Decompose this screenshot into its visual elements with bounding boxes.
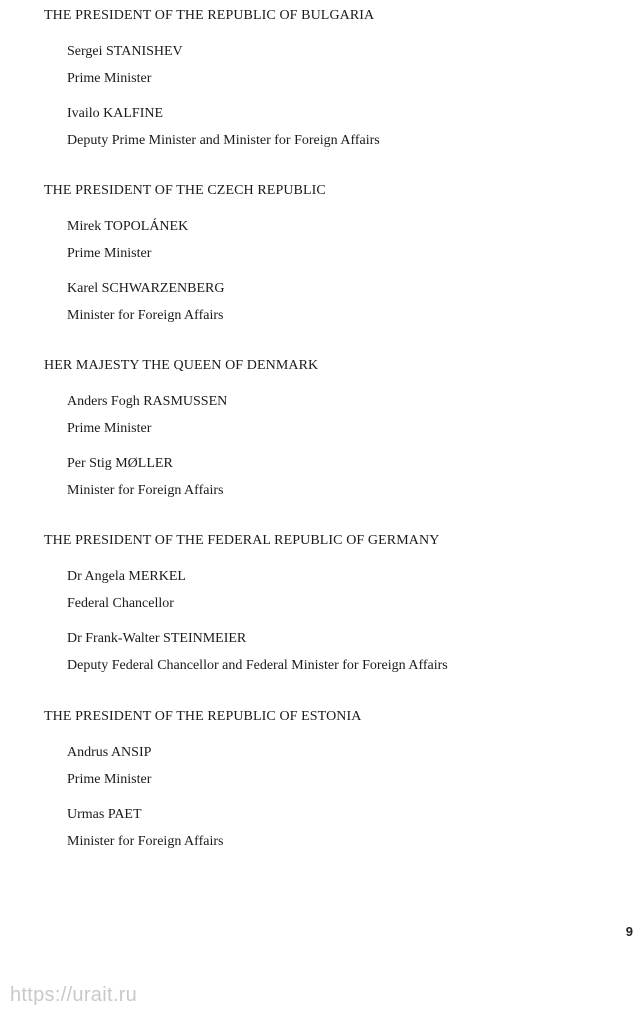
signatory-title: Minister for Foreign Affairs [67, 834, 224, 849]
signatory-name: Ivailo KALFINE [67, 106, 164, 121]
signatory-name: Mirek TOPOLÁNEK [67, 219, 189, 234]
signatory-name: Anders Fogh RASMUSSEN [67, 394, 228, 409]
signatory-name: Dr Angela MERKEL [67, 569, 186, 584]
section-heading: THE PRESIDENT OF THE FEDERAL REPUBLIC OF GERMANY [44, 533, 440, 548]
signatory-title: Prime Minister [67, 246, 152, 261]
signatory-name: Dr Frank-Walter STEINMEIER [67, 631, 247, 646]
signatory-name: Per Stig MØLLER [67, 456, 173, 471]
signatory-name: Sergei STANISHEV [67, 44, 183, 59]
signatory-title: Minister for Foreign Affairs [67, 308, 224, 323]
signatory-name: Urmas PAET [67, 807, 142, 822]
signatory-title: Prime Minister [67, 421, 152, 436]
signatory-name: Karel SCHWARZENBERG [67, 281, 225, 296]
signatory-title: Prime Minister [67, 71, 152, 86]
signatory-title: Prime Minister [67, 772, 152, 787]
section-heading: THE PRESIDENT OF THE CZECH REPUBLIC [44, 183, 326, 198]
section-heading: THE PRESIDENT OF THE REPUBLIC OF ESTONIA [44, 709, 362, 724]
page-number: 9 [625, 924, 633, 939]
section-heading: THE PRESIDENT OF THE REPUBLIC OF BULGARIA [44, 8, 375, 23]
signatory-name: Andrus ANSIP [67, 745, 152, 760]
signatory-title: Minister for Foreign Affairs [67, 483, 224, 498]
section-heading: HER MAJESTY THE QUEEN OF DENMARK [44, 358, 319, 373]
signatory-title: Deputy Federal Chancellor and Federal Minister for Foreign Affairs [67, 658, 448, 673]
signatory-title: Deputy Prime Minister and Minister for Foreign Affairs [67, 133, 380, 148]
signatory-title: Federal Chancellor [67, 596, 174, 611]
watermark: https://urait.ru [10, 984, 138, 1006]
